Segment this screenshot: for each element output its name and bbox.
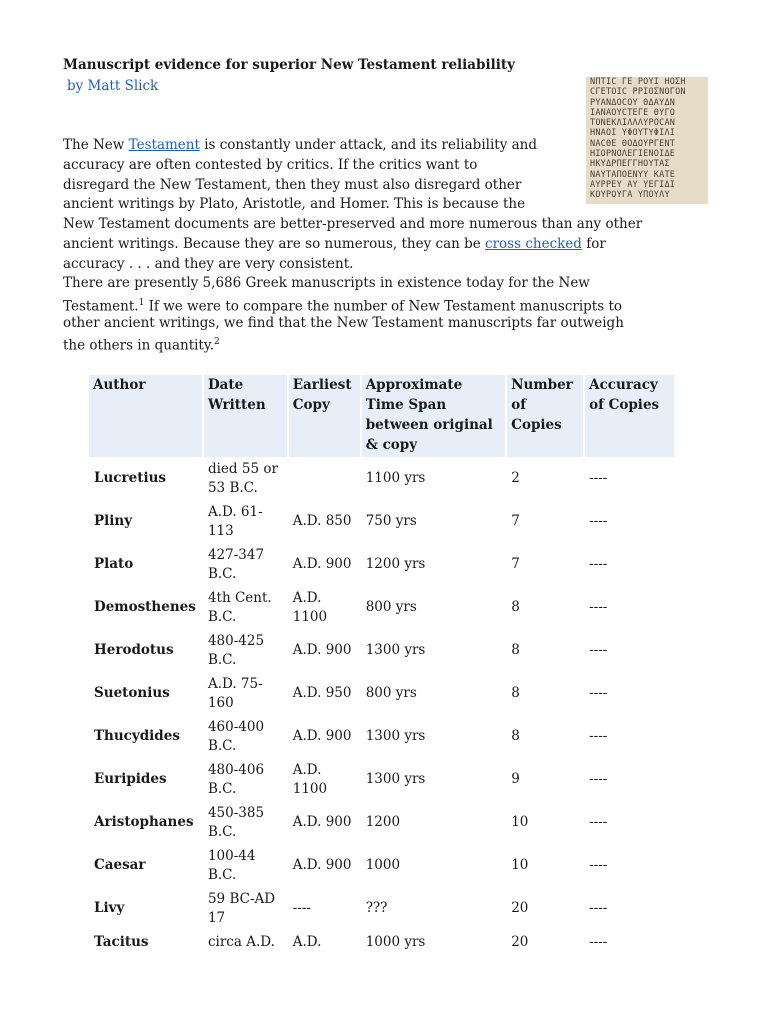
paragraph-line — [63, 235, 606, 255]
table-row — [89, 629, 674, 672]
cell-line: 7 — [511, 513, 520, 530]
cell-span — [361, 586, 507, 629]
paragraph-line: There are presently 5,686 Greek manuscripts in existence today for the New — [63, 275, 590, 291]
paragraph-line: disregard the New Testament, then they must also disregard other — [63, 177, 522, 193]
manuscript-text-line: ΗΙΟΡΝΟΛΕΓΙΕΝΟΙΔΕ — [590, 149, 676, 160]
cell-line: 20 — [511, 933, 529, 950]
cell-span — [361, 715, 507, 758]
cell-line: 17 — [207, 909, 226, 926]
manuscript-text-line: ΙΑΝΑΟΥϹΤΕΓΕ ΘΥΓΟ — [590, 107, 676, 118]
cell-date — [203, 844, 288, 887]
cell-line: 1300 yrs — [365, 728, 426, 745]
cell-date — [203, 629, 288, 672]
cell-line: A.D. — [292, 933, 322, 950]
cell-line: ---- — [589, 642, 608, 659]
table-body — [89, 457, 674, 954]
cell-date — [203, 758, 288, 801]
cell-line: A.D. 61- — [207, 504, 263, 520]
cell-copies — [506, 457, 584, 500]
cell-line: ---- — [589, 771, 608, 788]
cell-accuracy — [584, 543, 674, 586]
cell-line: circa A.D. — [207, 933, 275, 950]
header-line: Time Span — [365, 397, 447, 413]
cell-line: Caesar — [94, 857, 146, 874]
cell-line: Euripides — [94, 771, 167, 788]
footnote-ref[interactable]: 2 — [214, 337, 220, 347]
footnote-ref[interactable]: 1 — [138, 298, 145, 308]
cell-line: ---- — [292, 900, 311, 917]
manuscript-text-line: ΝΠΤΙC ΓΕ ΡΟΥΙ ΗΟΣΗ — [590, 77, 686, 87]
manuscript-text-line: ΚΟΥΡΟΥΓΑ ΥΠΟΥΛΥ — [590, 190, 670, 201]
cell-earliest — [288, 629, 361, 672]
cell-line: ---- — [589, 814, 608, 831]
cell-date — [203, 887, 288, 930]
cell-line: A.D. 900 — [292, 728, 352, 745]
author-link[interactable]: by Matt Slick — [67, 78, 159, 94]
cell-line: Livy — [94, 900, 125, 917]
header-line: of Copies — [589, 397, 660, 413]
cell-line: 750 yrs — [365, 513, 417, 530]
cell-author — [89, 930, 203, 954]
cell-span — [361, 543, 507, 586]
cell-line: 480-425 — [207, 633, 265, 649]
manuscript-table — [88, 375, 674, 954]
cell-line: 1000 — [365, 857, 401, 874]
paragraph-line — [63, 333, 220, 356]
cell-line: ??? — [365, 900, 388, 917]
cell-line: 100-44 — [207, 848, 256, 864]
cell-copies — [506, 629, 584, 672]
cell-line: 9 — [511, 771, 520, 788]
cell-copies — [506, 758, 584, 801]
manuscript-text-line: ΝΑϹΘΕ ΘΟΔΟΥΡΓΕΝΤ — [590, 138, 676, 149]
cell-line: 160 — [207, 694, 234, 711]
cell-line: Plato — [94, 556, 134, 573]
cell-earliest — [288, 586, 361, 629]
cell-earliest — [288, 715, 361, 758]
cell-line: B.C. — [207, 737, 237, 754]
cell-date — [203, 543, 288, 586]
cell-line: 53 B.C. — [207, 479, 258, 496]
header-line: Copy — [292, 397, 330, 413]
table-row — [89, 715, 674, 758]
cell-line: 427-347 — [207, 547, 265, 563]
cell-line: Lucretius — [94, 470, 167, 487]
cell-author — [89, 586, 203, 629]
cell-line: ---- — [589, 556, 608, 573]
column-header-date-written — [203, 375, 288, 457]
text: ancient writings. Because they are so numerous, they can be — [63, 236, 486, 252]
cell-line: 1300 yrs — [365, 642, 426, 659]
cell-accuracy — [584, 887, 674, 930]
cell-span — [361, 672, 507, 715]
cell-copies — [506, 715, 584, 758]
cell-date — [203, 457, 288, 500]
cell-span — [361, 500, 507, 543]
cell-span — [361, 930, 507, 954]
cell-span — [361, 758, 507, 801]
cell-line: 480-406 — [207, 762, 265, 778]
text: is constantly under attack, and its reliability and — [199, 137, 537, 153]
text: the others in quantity. — [63, 337, 214, 354]
cell-earliest — [288, 758, 361, 801]
cell-line: Aristophanes — [94, 814, 194, 831]
cell-earliest — [288, 844, 361, 887]
paragraph-line: accuracy are often contested by critics. If the critics want to — [63, 157, 478, 173]
cell-earliest — [288, 887, 361, 930]
cell-line: A.D. 950 — [292, 685, 352, 702]
paragraph-line: New Testament documents are better-preserved and more numerous than any other — [63, 216, 643, 232]
manuscript-text-line: ΤΟΝΕΚΛΙΛΛΛΥΡΟϹΑΝ — [590, 118, 676, 129]
cell-line: ---- — [589, 685, 608, 702]
text: The New — [63, 137, 129, 153]
cell-line: B.C. — [207, 651, 237, 668]
cell-line: 20 — [511, 900, 529, 917]
cell-accuracy — [584, 930, 674, 954]
cell-accuracy — [584, 672, 674, 715]
cell-line: ---- — [589, 728, 608, 745]
cell-line: Suetonius — [94, 685, 170, 702]
cell-author — [89, 801, 203, 844]
cell-author — [89, 887, 203, 930]
manuscript-text-line: ΗΝΑΟΙ ΥΦΟΥΤΥΦΙΛΙ — [590, 128, 676, 139]
cell-line: Tacitus — [94, 933, 149, 950]
page-title: Manuscript evidence for superior New Testament reliability — [63, 57, 515, 73]
column-header-author — [89, 375, 203, 457]
table-row — [89, 930, 674, 954]
cell-author — [89, 672, 203, 715]
cell-line: Demosthenes — [94, 599, 196, 616]
cell-copies — [506, 801, 584, 844]
testament-link[interactable]: Testament — [128, 137, 200, 153]
cell-accuracy — [584, 844, 674, 887]
text: If we were to compare the number of New Testament manuscripts to — [144, 298, 622, 315]
table-row — [89, 672, 674, 715]
paragraph-line: accuracy . . . and they are very consistent. — [63, 256, 354, 272]
header-line: between original — [365, 417, 493, 433]
cell-author — [89, 629, 203, 672]
table-row — [89, 586, 674, 629]
cell-line: ---- — [589, 513, 608, 530]
cell-line: B.C. — [207, 823, 237, 840]
cell-line: 1300 yrs — [365, 771, 426, 788]
cell-earliest — [288, 801, 361, 844]
cell-line: A.D. 900 — [292, 642, 352, 659]
table-row — [89, 844, 674, 887]
cell-earliest — [288, 543, 361, 586]
cell-line: 113 — [207, 522, 234, 539]
cell-line: ---- — [589, 900, 608, 917]
cell-accuracy — [584, 758, 674, 801]
cell-accuracy — [584, 586, 674, 629]
cell-line: 1100 yrs — [365, 470, 426, 487]
cell-line: 800 yrs — [365, 599, 417, 616]
cell-line: 59 BC-AD — [207, 891, 276, 907]
manuscript-text-line: ΡΥΑΝΔΟϹΟΥ ΘΔΑΥΔΝ — [590, 97, 676, 108]
column-header-time-span — [361, 375, 507, 457]
cell-copies — [506, 887, 584, 930]
cell-earliest — [288, 457, 361, 500]
manuscript-text-line: ΑΥΡΡΕΥ ΑΥ ΥΕΓΙΔΙ — [590, 179, 676, 190]
header-line: Accuracy — [589, 377, 658, 393]
cell-author — [89, 844, 203, 887]
column-header-earliest-copy — [288, 375, 361, 457]
text: for — [581, 236, 606, 252]
cell-accuracy — [584, 500, 674, 543]
table-row — [89, 758, 674, 801]
cell-line: died 55 or — [207, 461, 278, 477]
cross-checked-link[interactable]: cross checked — [485, 236, 582, 252]
cell-span — [361, 887, 507, 930]
cell-line: 460-400 — [207, 719, 265, 735]
header-line: Approximate — [365, 377, 463, 393]
manuscript-text-line: ΗΚΥΔΡΠΕΓΓΗΟΥΤΑΣ — [590, 159, 670, 170]
cell-line: A.D. 900 — [292, 814, 352, 831]
cell-span — [361, 629, 507, 672]
cell-line: 1000 yrs — [365, 933, 426, 950]
manuscript-text-line: ϹΓΕΤΟΙϹ ΡΡΙΟΣΝΟΓΟΝ — [590, 87, 686, 98]
cell-author — [89, 715, 203, 758]
cell-copies — [506, 500, 584, 543]
table-header-row — [89, 375, 674, 457]
cell-line: ---- — [589, 933, 608, 950]
table-row — [89, 457, 674, 500]
cell-line: 1100 — [292, 780, 328, 797]
header-line: Date — [207, 377, 244, 393]
cell-author — [89, 500, 203, 543]
cell-copies — [506, 930, 584, 954]
cell-copies — [506, 844, 584, 887]
header-line: of — [511, 397, 527, 413]
cell-line: ---- — [589, 470, 608, 487]
manuscript-image — [586, 77, 708, 204]
cell-copies — [506, 586, 584, 629]
paragraph-line: ancient writings by Plato, Aristotle, and Homer. This is because the — [63, 196, 526, 212]
cell-span — [361, 844, 507, 887]
cell-line: 1200 yrs — [365, 556, 426, 573]
cell-line: 450-385 — [207, 805, 265, 821]
header-line: Number — [511, 377, 573, 393]
paragraph-line: other ancient writings, we find that the New Testament manuscripts far outweigh — [63, 315, 624, 331]
cell-line: B.C. — [207, 780, 237, 797]
cell-date — [203, 586, 288, 629]
cell-line: 8 — [511, 599, 520, 616]
paragraph-line — [63, 136, 537, 156]
cell-line: 1100 — [292, 608, 328, 625]
cell-line: A.D. — [292, 590, 322, 606]
cell-date — [203, 672, 288, 715]
cell-line: A.D. 900 — [292, 857, 352, 874]
column-header-accuracy — [584, 375, 674, 457]
cell-line: 7 — [511, 556, 520, 573]
cell-line: 1200 — [365, 814, 401, 831]
cell-line: A.D. — [292, 762, 322, 778]
cell-date — [203, 930, 288, 954]
cell-line: Pliny — [94, 513, 133, 530]
cell-line: 8 — [511, 728, 520, 745]
header-line: Author — [93, 377, 146, 393]
cell-line: A.D. 75- — [207, 676, 263, 692]
cell-line: Herodotus — [94, 642, 174, 659]
cell-line: ---- — [589, 857, 608, 874]
cell-line: 2 — [511, 470, 520, 487]
cell-line: 4th Cent. — [207, 590, 272, 606]
cell-earliest — [288, 500, 361, 543]
cell-line: 10 — [511, 857, 529, 874]
cell-accuracy — [584, 629, 674, 672]
cell-line: ---- — [589, 599, 608, 616]
table-row — [89, 887, 674, 930]
cell-line: 8 — [511, 685, 520, 702]
manuscript-text-line: ΝΑΥΤΑΠΟΕΝΥΥ ΚΑΤΕ — [590, 169, 676, 180]
header-line: & copy — [365, 437, 418, 453]
cell-copies — [506, 543, 584, 586]
cell-line: Thucydides — [94, 728, 180, 745]
cell-date — [203, 801, 288, 844]
cell-line: A.D. 900 — [292, 556, 352, 573]
header-line: Written — [207, 397, 266, 413]
text: Testament. — [63, 298, 139, 315]
cell-line: B.C. — [207, 565, 237, 582]
cell-span — [361, 457, 507, 500]
header-line: Copies — [511, 417, 562, 433]
cell-line: B.C. — [207, 608, 237, 625]
column-header-number-of-copies — [506, 375, 584, 457]
cell-earliest — [288, 672, 361, 715]
cell-line: A.D. 850 — [292, 513, 352, 530]
cell-line: 800 yrs — [365, 685, 417, 702]
table-row — [89, 543, 674, 586]
cell-line: 8 — [511, 642, 520, 659]
cell-author — [89, 457, 203, 500]
cell-accuracy — [584, 715, 674, 758]
cell-date — [203, 500, 288, 543]
table-row — [89, 500, 674, 543]
cell-author — [89, 758, 203, 801]
cell-accuracy — [584, 801, 674, 844]
header-line: Earliest — [292, 377, 352, 393]
cell-accuracy — [584, 457, 674, 500]
table-row — [89, 801, 674, 844]
cell-line: 10 — [511, 814, 529, 831]
cell-line: B.C. — [207, 866, 237, 883]
cell-span — [361, 801, 507, 844]
cell-copies — [506, 672, 584, 715]
cell-earliest — [288, 930, 361, 954]
cell-date — [203, 715, 288, 758]
cell-author — [89, 543, 203, 586]
